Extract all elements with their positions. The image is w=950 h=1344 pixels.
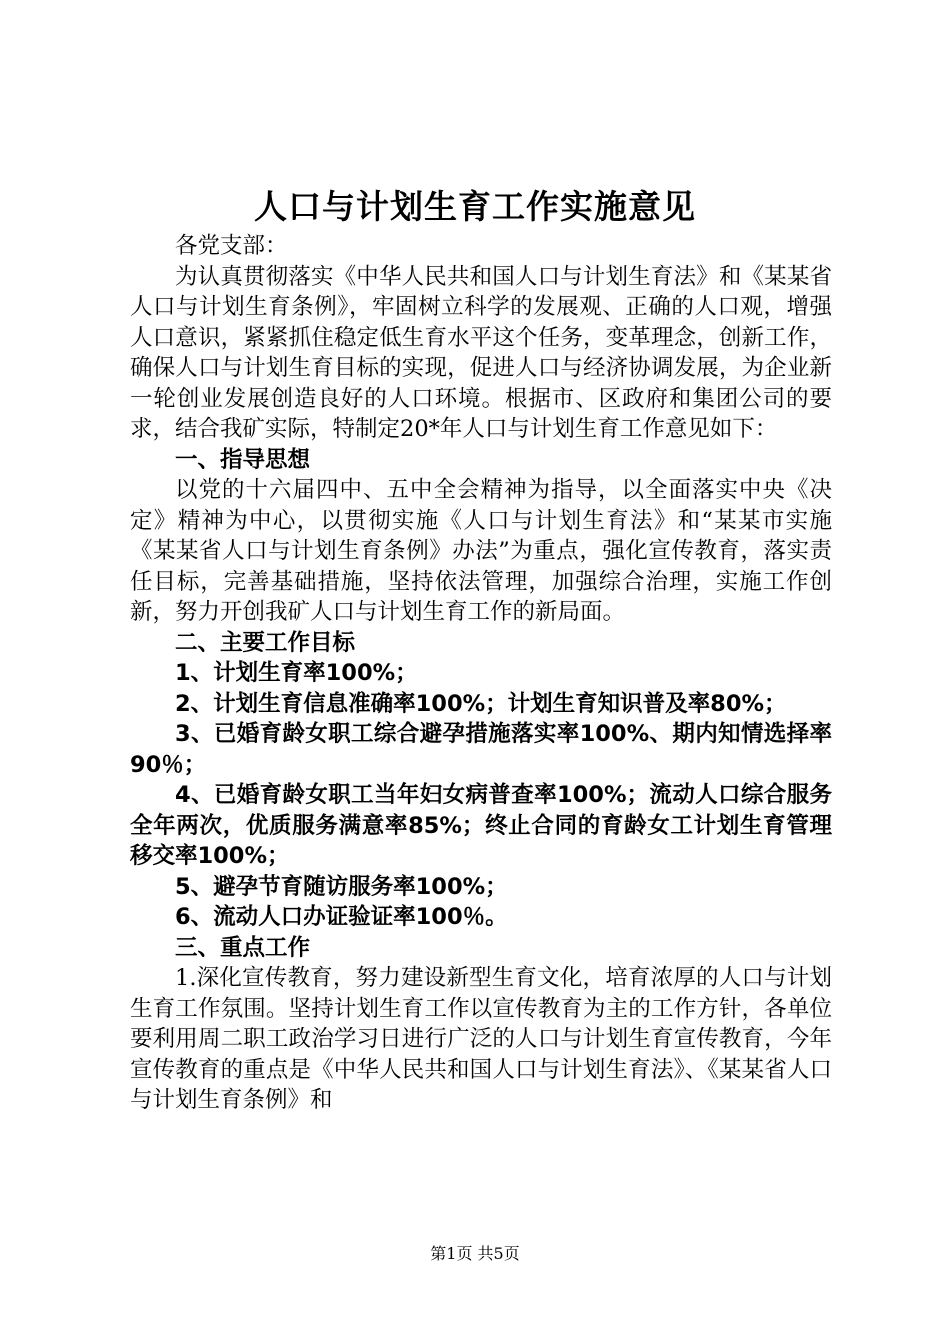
intro-paragraph: 为认真贯彻落实《中华人民共和国人口与计划生育法》和《某某省人口与计划生育条例》，牢固树立科学的发展观、正确的人口观，增强人口意识，紧紧抓住稳定低生育水平这个任务，变革理念，创新工作，确保人口与计划生育目标的实现，促进人口与经济协调发展，为企业新一轮创业发展创造良好的人口环境。根据市、区政府和集团公司的要求，结合我矿实际，特制定20*年人口与计划生育工作意见如下： — [130, 263, 832, 442]
salutation: 各党支部： — [175, 233, 288, 259]
section-heading-main-goals: 二、主要工作目标 — [175, 629, 356, 656]
goal-item: 4、已婚育龄女职工当年妇女病普查率100%；流动人口综合服务全年两次，优质服务满意率85%；终止合同的育龄女工计划生育管理移交率100%； — [130, 782, 832, 869]
document-title: 人口与计划生育工作实施意见 — [254, 187, 696, 226]
goal-item: 3、已婚育龄女职工综合避孕措施落实率100%、期内知情选择率90％； — [130, 721, 832, 778]
section-heading-guiding-ideology: 一、指导思想 — [175, 446, 311, 473]
goal-item: 2、计划生育信息准确率100%；计划生育知识普及率80%； — [175, 690, 787, 717]
section-guiding-ideology-text: 以党的十六届四中、五中全会精神为指导，以全面落实中央《决定》精神为中心，以贯彻实施《人口与计划生育法》和“某某市实施《某某省人口与计划生育条例》办法”为重点，强化宣传教育，落实责任目标，完善基础措施，坚持依法管理，加强综合治理，实施工作创新，努力开创我矿人口与计划生育工作的新局面。 — [130, 477, 832, 625]
page-footer: 第1页 共5页 — [430, 1244, 520, 1263]
section-heading-key-work: 三、重点工作 — [175, 934, 311, 961]
goal-item: 5、避孕节育随访服务率100%； — [175, 873, 508, 900]
goal-item: 1、计划生育率100%； — [175, 660, 418, 686]
goal-item: 6、流动人口办证验证率100％。 — [175, 904, 508, 930]
section-key-work-text: 1.深化宣传教育，努力建设新型生育文化，培育浓厚的人口与计划生育工作氛围。坚持计划生育工作以宣传教育为主的工作方针，各单位要利用周二职工政治学习日进行广泛的人口与计划生育宣传教育，今年宣传教育的重点是《中华人民共和国人口与计划生育法》、《某某省人口与计划生育条例》和 — [130, 965, 832, 1113]
document-body — [130, 231, 832, 1116]
